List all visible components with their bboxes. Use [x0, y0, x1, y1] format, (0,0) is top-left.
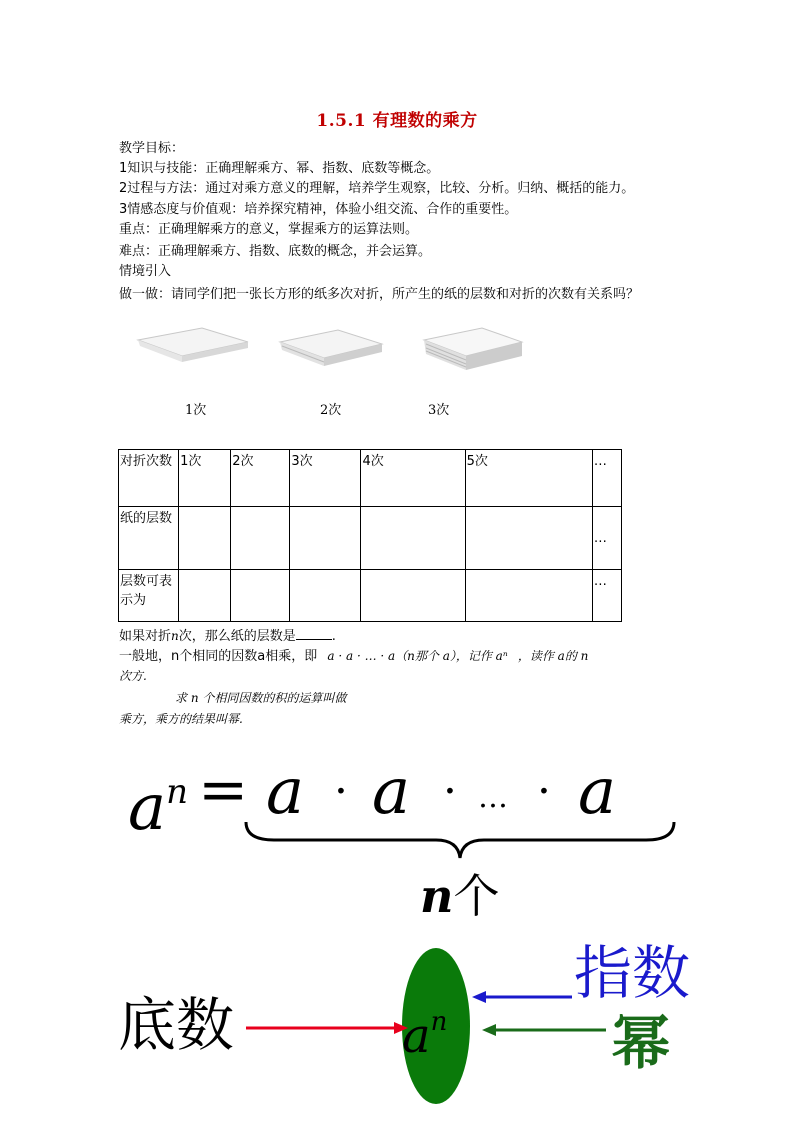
folding-table — [118, 449, 622, 622]
col-header: 3次 — [290, 450, 361, 507]
table-cell — [361, 570, 465, 622]
activity-text: 做一做：请同学们把一张长方形的纸多次对折，所产生的纸的层数和对折的次数有关系吗？ — [119, 287, 640, 302]
center-power: $a^n$ — [402, 1007, 448, 1064]
page-title: 1.5.1 有理数的乘方 — [316, 111, 478, 131]
paper-fold-1-icon — [138, 328, 248, 362]
formula-dot: · — [334, 766, 348, 817]
fold-label-3: 3次 — [428, 403, 450, 418]
underbrace-icon — [240, 818, 680, 862]
table-cell — [179, 507, 231, 570]
formula-dot: · — [537, 766, 551, 817]
table-cell — [231, 507, 290, 570]
col-header: … — [592, 450, 621, 507]
formula-lhs: $a^n$ — [128, 771, 189, 845]
answer-blank — [296, 625, 332, 640]
read-as: ，读作 a的 n — [517, 649, 589, 663]
goal-3: 3情感态度与价值观：培养探究精神，体验小组交流、合作的重要性。 — [119, 202, 518, 217]
table-row — [119, 507, 622, 570]
table-cell — [290, 570, 361, 622]
definition-line-2: 次方. — [119, 669, 147, 683]
question-line: 如果对折n次，那么纸的层数是 . — [119, 625, 336, 647]
formula-term: a — [372, 755, 411, 829]
row-header-fold-count: 对折次数 — [119, 450, 179, 507]
power-arrowhead-icon — [482, 1024, 496, 1036]
formula-term: a — [578, 755, 617, 829]
table-cell — [465, 507, 592, 570]
table-row — [119, 570, 622, 622]
col-header: 4次 — [361, 450, 465, 507]
definition-line-1: 一般地，n个相同的因数a相乘，即 a · a · … · a（n那个 a），记作 aⁿ ，读作 a的 n — [119, 649, 589, 664]
paper-fold-3-icon — [424, 328, 522, 370]
definition-line-3: 求 n 个相同因数的积的运算叫做 — [175, 691, 347, 705]
table-cell — [179, 570, 231, 622]
col-header: 2次 — [231, 450, 290, 507]
base-label: 底数 — [118, 991, 235, 1059]
formula-dot: · — [443, 766, 457, 817]
table-cell — [231, 570, 290, 622]
table-row — [119, 450, 622, 507]
table-cell — [465, 570, 592, 622]
difficulty: 难点：正确理解乘方、指数、底数的概念，并会运算。 — [119, 244, 432, 259]
formula-equals: = — [198, 755, 249, 825]
power-label: 幂 — [612, 1009, 671, 1077]
exponent-arrowhead-icon — [472, 991, 486, 1003]
goal-1: 1知识与技能：正确理解乘方、幂、指数、底数等概念。 — [119, 161, 440, 176]
variable-n: n — [171, 629, 179, 643]
goals-heading: 教学目标： — [119, 141, 185, 156]
table-cell — [361, 507, 465, 570]
definition-line-4: 乘方，乘方的结果叫幂. — [119, 712, 243, 726]
formula-term: a — [266, 755, 305, 829]
key-point: 重点：正确理解乘方的意义，掌握乘方的运算法则。 — [119, 222, 419, 237]
paper-fold-2-icon — [280, 330, 382, 366]
intro-heading: 情境引入 — [119, 264, 172, 279]
exponent-label: 指数 — [574, 939, 691, 1007]
table-cell-ellipsis: … — [592, 507, 621, 570]
row-header-expression: 层数可表示为 — [119, 570, 179, 622]
table-cell — [290, 507, 361, 570]
row-header-layers: 纸的层数 — [119, 507, 179, 570]
fold-label-1: 1次 — [185, 403, 207, 418]
table-cell-ellipsis: … — [592, 570, 621, 622]
col-header: 5次 — [465, 450, 592, 507]
count-label: n个 — [420, 869, 500, 923]
product-expression: a · a · … · a（n那个 a），记作 aⁿ — [327, 649, 508, 663]
goal-2: 2过程与方法：通过对乘方意义的理解，培养学生观察，比较、分析。归纳、概括的能力。 — [119, 181, 635, 196]
col-header: 1次 — [179, 450, 231, 507]
formula-ellipsis: … — [478, 780, 508, 815]
fold-label-2: 2次 — [320, 403, 342, 418]
folded-paper-illustrations — [130, 322, 530, 378]
